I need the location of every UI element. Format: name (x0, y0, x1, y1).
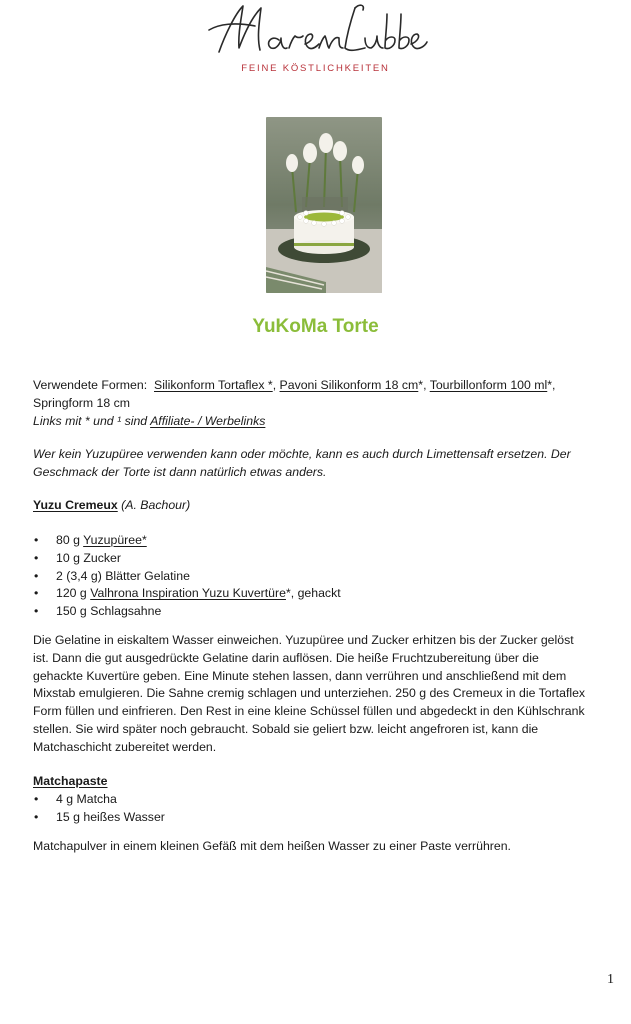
matcha-ingredients (33, 791, 608, 827)
list-item: • 2 (3,4 g) Blätter Gelatine (33, 568, 608, 586)
affiliate-link[interactable]: Affiliate- / Werbelinks (150, 413, 266, 428)
page-number: 1 (607, 972, 614, 987)
logo-tagline: FEINE KÖSTLICHKEITEN (241, 63, 390, 74)
logo-script-signature (205, 0, 430, 62)
forms-line2: Springform 18 cm (33, 395, 131, 410)
yuzu-ingredients (33, 532, 608, 621)
forms-separator: *, (418, 378, 430, 392)
section-heading: Matchapaste (33, 774, 108, 788)
affiliate-prefix: Links mit * und ¹ sind (33, 413, 151, 428)
cake-photo (266, 117, 382, 293)
link-yuzupueree[interactable]: Yuzupüree* (83, 533, 147, 547)
instruction-line: Matchaschicht zubereitet werden. (33, 739, 217, 754)
section-matcha-heading (33, 773, 608, 791)
section-yuzu-heading (33, 497, 608, 515)
link-tortaflex[interactable]: Silikonform Tortaflex * (154, 378, 273, 392)
substitution-note (33, 446, 608, 482)
brand-logo[interactable] (0, 0, 631, 80)
link-tourbillon[interactable]: Tourbillonform 100 ml (429, 378, 548, 392)
link-valhrona[interactable]: Valhrona Inspiration Yuzu Kuvertüre (90, 586, 286, 601)
forms-separator: *, (547, 378, 556, 392)
list-item: • 4 g Matcha (33, 791, 608, 809)
list-item: • 120 g Valhrona Inspiration Yuzu Kuvertüre*, gehackt (33, 585, 608, 603)
yuzu-instructions (33, 632, 608, 757)
instruction-line: ist. Dann die gut ausgedrückte Gelatine darin auflösen. Die heiße Fruchtzubereitung über die (33, 650, 539, 665)
instruction-line: stellen. Sie wird später noch gebraucht. Sobald sie geliert bzw. leicht angefroren ist, kann die (33, 721, 539, 736)
instruction-line: Form füllen und einfrieren. Den Rest in eine kleine Schüssel füllen und abgedeckt in den Kühlschrank (33, 704, 585, 719)
link-pavoni[interactable]: Pavoni Silikonform 18 cm (279, 378, 419, 392)
list-item: • 10 g Zucker (33, 550, 608, 568)
note-line: Wer kein Yuzupüree verwenden kann oder möchte, kann es auch durch Limettensaft ersetzen. Der (33, 447, 571, 461)
list-item: • 80 g Yuzupüree* (33, 532, 608, 550)
instruction-line: gehackte Kuvertüre geben. Eine Minute stehen lassen, dann verrühren und anschließend mit dem (33, 668, 567, 683)
instruction-line: Die Gelatine in eiskaltem Wasser einweichen. Yuzupüree und Zucker erhitzen bis der Zucker gelöst (33, 633, 574, 647)
forms-paragraph (33, 377, 608, 430)
list-item: • 150 g Schlagsahne (33, 603, 608, 621)
section-attribution: (A. Bachour) (117, 498, 191, 512)
section-heading: Yuzu Cremeux (33, 498, 118, 512)
recipe-title: YuKoMa Torte (252, 316, 379, 337)
forms-label: Verwendete Formen: (33, 378, 148, 392)
list-item: • 15 g heißes Wasser (33, 809, 608, 827)
forms-separator: , (272, 378, 280, 392)
instruction-line: Mixstab emulgieren. Die Sahne cremig schlagen und unterziehen. 250 g des Cremeux in die Tortaflex (33, 686, 586, 701)
affiliate-note (33, 413, 608, 431)
matcha-instruction: Matchapulver in einem kleinen Gefäß mit dem heißen Wasser zu einer Paste verrühren. (33, 839, 511, 853)
note-line: Geschmack der Torte ist dann natürlich etwas anders. (33, 464, 327, 479)
